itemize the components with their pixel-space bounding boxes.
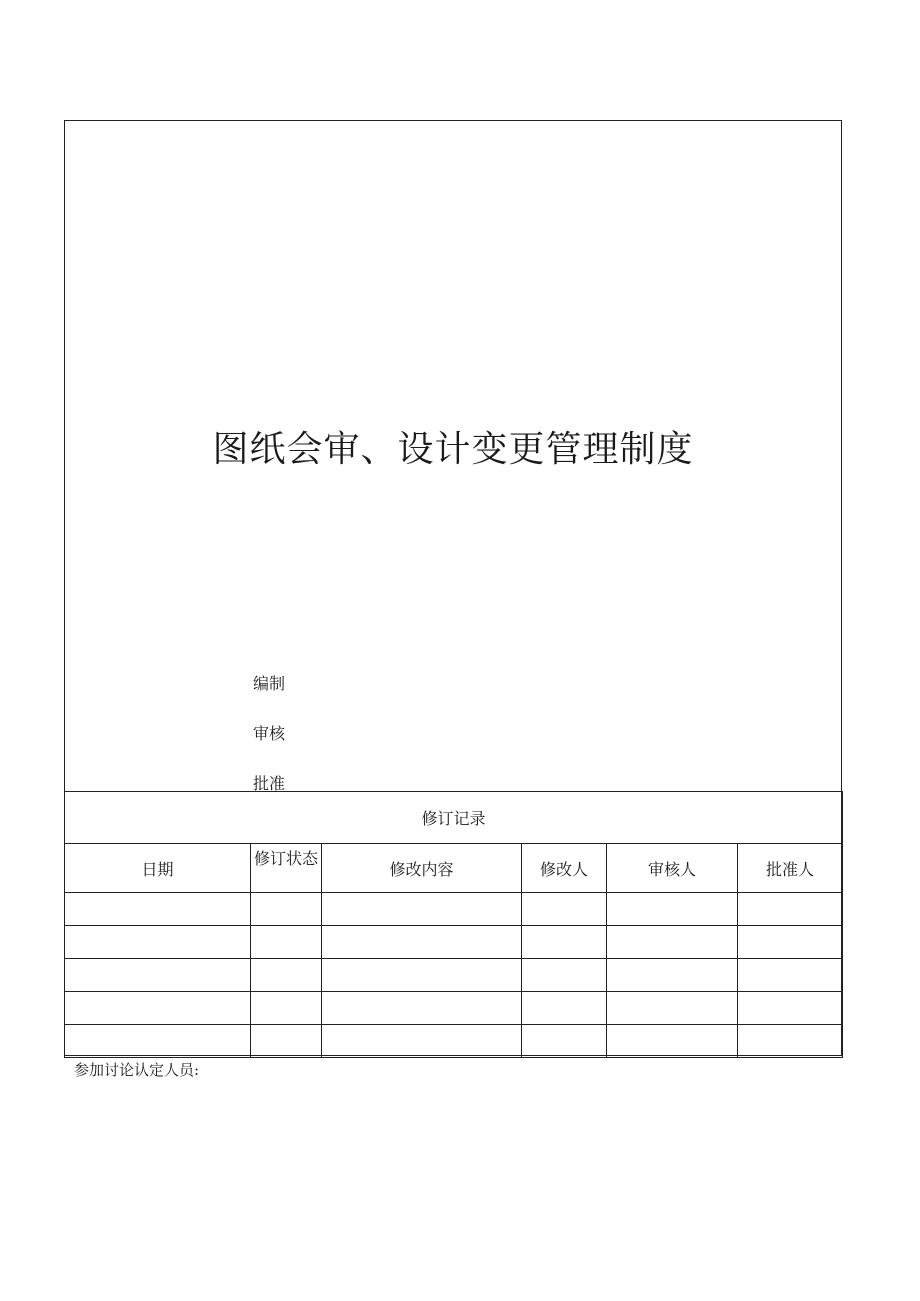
header-reviewer: 审核人 <box>607 844 738 893</box>
table-row <box>65 926 843 959</box>
cell-reviewer <box>607 959 738 992</box>
cell-content <box>322 959 522 992</box>
revision-header-row <box>65 844 843 893</box>
cell-status <box>251 959 322 992</box>
cell-date <box>65 959 251 992</box>
cell-modifier <box>522 959 607 992</box>
cell-modifier <box>522 992 607 1025</box>
revision-record-table <box>64 791 843 1058</box>
header-revision-content: 修改内容 <box>322 844 522 893</box>
cell-approver <box>738 992 843 1025</box>
cell-date <box>65 893 251 926</box>
document-frame <box>64 120 842 1056</box>
cell-reviewer <box>607 1025 738 1058</box>
cell-approver <box>738 926 843 959</box>
cell-reviewer <box>607 926 738 959</box>
revision-record-title: 修订记录 <box>65 792 843 844</box>
cell-modifier <box>522 1025 607 1058</box>
table-row <box>65 959 843 992</box>
header-modifier: 修改人 <box>522 844 607 893</box>
document-title: 图纸会审、设计变更管理制度 <box>212 429 694 470</box>
header-date: 日期 <box>65 844 251 893</box>
cell-content <box>322 926 522 959</box>
review-label: 审核 <box>253 724 286 743</box>
cell-approver <box>738 893 843 926</box>
table-row <box>65 1025 843 1058</box>
header-revision-status: 修订状态 <box>251 844 322 893</box>
approve-label: 批准 <box>253 774 286 793</box>
cell-approver <box>738 1025 843 1058</box>
header-approver: 批准人 <box>738 844 843 893</box>
cell-reviewer <box>607 992 738 1025</box>
cell-date <box>65 992 251 1025</box>
cell-reviewer <box>607 893 738 926</box>
compile-label: 编制 <box>253 674 286 693</box>
cell-approver <box>738 959 843 992</box>
cell-modifier <box>522 926 607 959</box>
table-row <box>65 992 843 1025</box>
revision-title-row <box>65 792 843 844</box>
cell-status <box>251 1025 322 1058</box>
cell-date <box>65 1025 251 1058</box>
cell-content <box>322 893 522 926</box>
cell-status <box>251 926 322 959</box>
participants-label: 参加讨论认定人员: <box>74 1061 200 1079</box>
cell-content <box>322 992 522 1025</box>
cell-status <box>251 893 322 926</box>
cell-date <box>65 926 251 959</box>
table-row <box>65 893 843 926</box>
cell-content <box>322 1025 522 1058</box>
cell-status <box>251 992 322 1025</box>
cell-modifier <box>522 893 607 926</box>
